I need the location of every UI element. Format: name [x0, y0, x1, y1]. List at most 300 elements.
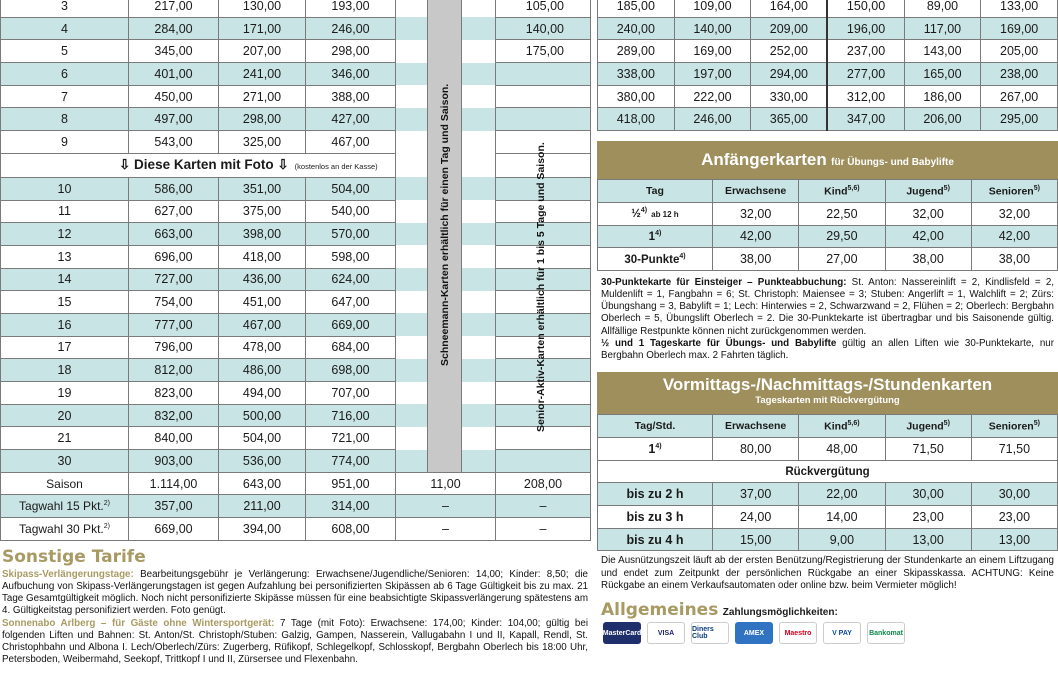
gray-bar-cell — [428, 63, 462, 86]
gray-bar-cell — [428, 40, 462, 63]
price-cell: 171,00 — [219, 17, 306, 40]
column-header: Jugend$^{5)}$ — [885, 415, 971, 438]
column-header: Kind$^{5,6)}$ — [799, 180, 885, 203]
vormittags-table — [597, 414, 1058, 551]
day-cell: 17 — [1, 336, 129, 359]
price-cell: 643,00 — [219, 472, 306, 495]
price-cell: 133,00 — [981, 0, 1058, 17]
price-cell: 23,00 — [885, 506, 971, 529]
price-cell: 536,00 — [219, 450, 306, 473]
spacer-cell — [396, 153, 428, 177]
price-cell: 486,00 — [219, 359, 306, 382]
price-cell: 89,00 — [904, 0, 981, 17]
price-cell: – — [396, 518, 496, 541]
tag-cell: 1$^{4)}$ — [598, 225, 713, 248]
price-cell: 38,00 — [713, 248, 799, 271]
column-header: Jugend$^{5)}$ — [885, 180, 971, 203]
price-cell: 169,00 — [981, 17, 1058, 40]
spacer-cell — [396, 17, 428, 40]
column-header: Kind$^{5,6)}$ — [799, 415, 885, 438]
table-row — [598, 40, 1058, 63]
table-row — [598, 506, 1058, 529]
price-cell: 774,00 — [306, 450, 396, 473]
price-cell: 669,00 — [306, 313, 396, 336]
table-row — [1, 313, 591, 336]
price-cell: 211,00 — [219, 495, 306, 518]
payment-card-bankomat-icon: Bankomat — [867, 622, 905, 644]
price-cell: 252,00 — [751, 40, 828, 63]
photo-note — [1, 153, 396, 177]
sonnenabo-label: Sonnenabo Arlberg – für Gäste ohne Wintersportgerät: — [2, 617, 275, 629]
price-cell: 716,00 — [306, 404, 396, 427]
spacer-cell — [462, 291, 496, 314]
spacer-cell — [396, 359, 428, 382]
spacer-cell — [396, 450, 428, 473]
price-cell: 240,00 — [598, 17, 675, 40]
price-cell: 109,00 — [674, 0, 751, 17]
day-cell: 20 — [1, 404, 129, 427]
price-cell: 289,00 — [598, 40, 675, 63]
footnote-marker: 5) — [943, 419, 950, 427]
gray-bar-cell — [428, 17, 462, 40]
column-header: Erwachsene — [713, 180, 799, 203]
price-cell: 30,00 — [971, 483, 1057, 506]
punktekarte-note-head: 30-Punktekarte für Einsteiger – Punkteabbuchung: — [601, 276, 847, 288]
price-cell: 140,00 — [674, 17, 751, 40]
footnote-marker: 5) — [1033, 419, 1040, 427]
payment-card-mastercard-icon: MasterCard — [603, 622, 641, 644]
price-cell — [496, 108, 591, 131]
spacer-cell — [462, 359, 496, 382]
spacer-cell — [396, 336, 428, 359]
price-cell: 9,00 — [799, 528, 885, 551]
table-row — [1, 0, 591, 17]
price-cell: 388,00 — [306, 85, 396, 108]
day-cell: 15 — [1, 291, 129, 314]
table-row — [1, 223, 591, 246]
day-cell: 5 — [1, 40, 129, 63]
price-cell: 32,00 — [713, 202, 799, 225]
verlaengerung-text: Bearbeitungsgebühr je Verlängerung: Erwachsene/Jugendliche/Senioren: 14,00; Kinder: 8,50; die Aufbuchung von Skipass-Verlängerungstagen ist gegen Aufzahlung bei personifizierten Skipässen ab 6 Tage Gültigkeit bis zu max. 21 Tage Gesamtgültigkeit möglich. Noch nicht personifizierte Skipässe müssen für eine beabsichtigte Skipassverlängerung spätestens am 4. Gültigkeitstag personifiziert werden. Foto genügt. — [2, 568, 588, 617]
photo-note-row — [1, 153, 591, 177]
price-cell: – — [396, 495, 496, 518]
price-cell: 570,00 — [306, 223, 396, 246]
price-cell: 346,00 — [306, 63, 396, 86]
day-cell: 21 — [1, 427, 129, 450]
price-cell: 504,00 — [306, 177, 396, 200]
price-cell: 105,00 — [496, 0, 591, 17]
price-cell: 13,00 — [971, 528, 1057, 551]
table-row — [598, 108, 1058, 131]
price-cell: 436,00 — [219, 268, 306, 291]
price-cell: 365,00 — [751, 108, 828, 131]
price-cell: 494,00 — [219, 382, 306, 405]
price-cell: 71,50 — [885, 437, 971, 460]
table-row — [1, 108, 591, 131]
table-row — [1, 268, 591, 291]
price-cell: 196,00 — [827, 17, 904, 40]
price-cell: 418,00 — [598, 108, 675, 131]
price-cell: 193,00 — [306, 0, 396, 17]
table-row — [598, 85, 1058, 108]
table-row — [1, 495, 591, 518]
table-row — [1, 427, 591, 450]
spacer-cell — [462, 450, 496, 473]
price-cell: 312,00 — [827, 85, 904, 108]
column-header: Tag — [598, 180, 713, 203]
price-cell: 777,00 — [129, 313, 219, 336]
column-header: Tag/Std. — [598, 415, 713, 438]
day-cell: 8 — [1, 108, 129, 131]
price-cell: 165,00 — [904, 63, 981, 86]
day-cell: 12 — [1, 223, 129, 246]
footnote-marker: 5,6) — [847, 184, 860, 192]
sonnenabo-note — [0, 618, 590, 667]
day-cell: 7 — [1, 85, 129, 108]
price-cell: 37,00 — [713, 483, 799, 506]
price-cell: 24,00 — [713, 506, 799, 529]
spacer-cell — [396, 223, 428, 246]
table-row — [1, 382, 591, 405]
price-cell: 246,00 — [674, 108, 751, 131]
day-cell: 19 — [1, 382, 129, 405]
table-row — [1, 200, 591, 223]
price-cell: 427,00 — [306, 108, 396, 131]
price-cell: 669,00 — [129, 518, 219, 541]
spacer-cell — [462, 177, 496, 200]
gray-bar-cell — [428, 382, 462, 405]
footnote-marker: 4) — [679, 252, 686, 260]
table-row — [1, 472, 591, 495]
spacer-cell — [396, 63, 428, 86]
tageskarte-note-body: gültig an allen Liften wie 30-Punktekarte, nur Bergbahn Oberlech max. 2 Fahrten täglich. — [601, 337, 1054, 362]
day-pass-price-table — [0, 0, 591, 541]
price-cell: 207,00 — [219, 40, 306, 63]
price-cell: 186,00 — [904, 85, 981, 108]
day-cell: 6 — [1, 63, 129, 86]
vormittags-title: Vormittags-/Nachmittags-/Stundenkarten — [662, 375, 993, 395]
footnote-marker: 4) — [640, 207, 648, 215]
price-cell: 451,00 — [219, 291, 306, 314]
price-cell: 169,00 — [674, 40, 751, 63]
spacer-cell — [462, 63, 496, 86]
sonstige-tarife-heading: Sonstige Tarife — [2, 546, 146, 567]
price-cell: 540,00 — [306, 200, 396, 223]
price-cell: 298,00 — [306, 40, 396, 63]
table-row — [598, 437, 1058, 460]
header-row — [598, 415, 1058, 438]
price-cell: 14,00 — [799, 506, 885, 529]
tag-cell: bis zu 4 h — [598, 528, 713, 551]
price-cell: 295,00 — [981, 108, 1058, 131]
price-cell: 314,00 — [306, 495, 396, 518]
price-cell: 345,00 — [129, 40, 219, 63]
price-cell: 330,00 — [751, 85, 828, 108]
price-cell: 30,00 — [885, 483, 971, 506]
footnote-marker: 2) — [103, 522, 110, 530]
sonnenabo-text: 7 Tage (mit Foto): Erwachsene: 174,00; Kinder: 104,00; gültig bei folgenden Liften und Bahnen: St. Anton/St. Christoph/Stuben: Galzig, Gampen, Nasserein, Vallugabahn I und II, Kapall, Rendl, St. Christophbahn und Albona I. Lech/Oberlech/Zürs: Zugerberg, Rüfikopf, Schlegelkopf, Schlosskopf, Bergbahn Oberlech bis 18:00 Uhr, Petersboden, Weibermahd, Seekopf, Trittkopf I und II, Zürsersee und Flexenbahn. — [2, 617, 588, 666]
day-cell: 4 — [1, 17, 129, 40]
spacer-cell — [396, 313, 428, 336]
spacer-cell — [396, 291, 428, 314]
price-cell: 150,00 — [827, 0, 904, 17]
price-cell: 294,00 — [751, 63, 828, 86]
price-cell: 271,00 — [219, 85, 306, 108]
spacer-cell — [462, 153, 496, 177]
price-cell: 357,00 — [129, 495, 219, 518]
table-row — [1, 450, 591, 473]
price-cell: 812,00 — [129, 359, 219, 382]
time-note: ab 12 h — [651, 210, 679, 220]
verlaengerung-label: Skipass-Verlängerungstage: — [2, 568, 134, 580]
table-row — [598, 63, 1058, 86]
price-cell: 380,00 — [598, 85, 675, 108]
price-cell: 15,00 — [713, 528, 799, 551]
day-cell: Saison — [1, 472, 129, 495]
gray-bar-cell — [428, 0, 462, 17]
price-cell — [496, 85, 591, 108]
day-cell: 10 — [1, 177, 129, 200]
price-cell: 143,00 — [904, 40, 981, 63]
price-cell: 394,00 — [219, 518, 306, 541]
day-cell: 9 — [1, 131, 129, 154]
spacer-cell — [462, 131, 496, 154]
gray-bar-cell — [428, 427, 462, 450]
spacer-cell — [396, 427, 428, 450]
day-cell: 3 — [1, 0, 129, 17]
allgemeines-heading: Allgemeines — [601, 600, 719, 621]
payment-card-maestro-icon: Maestro — [779, 622, 817, 644]
price-cell: 951,00 — [306, 472, 396, 495]
table-row — [598, 202, 1058, 225]
table-row — [1, 17, 591, 40]
price-cell: 246,00 — [306, 17, 396, 40]
stundenkarte-note: Die Ausnützungszeit läuft ab der ersten Benützung/Registrierung der Stundenkarte an einem Liftzugang und endet zum Zeitpunkt der persönlichen Rückgabe an einer Skipasskassa. ACHTUNG: Keine Rückgabe an einem Verkaufsautomaten oder online bzw. beim Vermieter möglich! — [601, 555, 1054, 591]
price-cell: 130,00 — [219, 0, 306, 17]
price-cell: 478,00 — [219, 336, 306, 359]
spacer-cell — [396, 200, 428, 223]
price-cell: 241,00 — [219, 63, 306, 86]
price-cell: 338,00 — [598, 63, 675, 86]
table-row — [1, 85, 591, 108]
spacer-cell — [462, 382, 496, 405]
spacer-cell — [396, 268, 428, 291]
spacer-cell — [462, 108, 496, 131]
price-cell: 504,00 — [219, 427, 306, 450]
tag-cell: 1$^{4)}$ — [598, 437, 713, 460]
photo-note-text: ⇩ Diese Karten mit Foto ⇩ — [119, 157, 289, 173]
price-cell: – — [496, 495, 591, 518]
price-cell: 325,00 — [219, 131, 306, 154]
price-cell: 450,00 — [129, 85, 219, 108]
price-cell: 237,00 — [827, 40, 904, 63]
price-cell: 140,00 — [496, 17, 591, 40]
header-row — [598, 180, 1058, 203]
price-cell: 684,00 — [306, 336, 396, 359]
price-cell: 117,00 — [904, 17, 981, 40]
footnote-marker: 4) — [655, 442, 662, 450]
price-cell: 185,00 — [598, 0, 675, 17]
spacer-cell — [462, 245, 496, 268]
senior-aktiv-vertical-note: Senior-Aktiv-Karten erhältlich für 1 bis 5 Tage und Saison. — [535, 142, 547, 432]
price-cell: 707,00 — [306, 382, 396, 405]
price-cell: 22,00 — [799, 483, 885, 506]
price-cell: 38,00 — [885, 248, 971, 271]
anfaengerkarten-title: Anfängerkarten — [701, 150, 827, 170]
spacer-cell — [462, 404, 496, 427]
price-cell: 11,00 — [396, 472, 496, 495]
day-cell: Tagwahl 15 Pkt.$^{2)}$ — [1, 495, 129, 518]
price-cell: 698,00 — [306, 359, 396, 382]
tag-cell: 30-Punkte$^{4)}$ — [598, 248, 713, 271]
table-row — [1, 336, 591, 359]
table-row — [1, 131, 591, 154]
price-cell: 29,50 — [799, 225, 885, 248]
rueckverguetung-row — [598, 460, 1058, 483]
day-cell: 30 — [1, 450, 129, 473]
tageskarte-note-head: ½ und 1 Tageskarte für Übungs- und Babylifte — [601, 337, 837, 349]
day-cell: 11 — [1, 200, 129, 223]
price-cell: 823,00 — [129, 382, 219, 405]
price-cell: 627,00 — [129, 200, 219, 223]
tag-cell: bis zu 3 h — [598, 506, 713, 529]
price-cell: 696,00 — [129, 245, 219, 268]
top-right-price-table — [597, 0, 1058, 131]
table-row — [1, 404, 591, 427]
price-cell: 832,00 — [129, 404, 219, 427]
footnote-marker: 5) — [943, 184, 950, 192]
price-cell: 13,00 — [885, 528, 971, 551]
table-row — [598, 0, 1058, 17]
punktekarte-note — [597, 277, 1058, 362]
day-cell: 14 — [1, 268, 129, 291]
price-cell: 500,00 — [219, 404, 306, 427]
spacer-cell — [462, 17, 496, 40]
table-row — [598, 17, 1058, 40]
photo-note-small: (kostenlos an der Kasse) — [294, 162, 378, 172]
price-cell: 663,00 — [129, 223, 219, 246]
price-cell: 42,00 — [885, 225, 971, 248]
price-cell: 197,00 — [674, 63, 751, 86]
spacer-cell — [396, 108, 428, 131]
price-cell: 42,00 — [713, 225, 799, 248]
table-row — [1, 518, 591, 541]
spacer-cell — [462, 427, 496, 450]
anfaengerkarten-heading — [597, 141, 1058, 179]
price-cell: 351,00 — [219, 177, 306, 200]
price-cell: 727,00 — [129, 268, 219, 291]
price-cell: 222,00 — [674, 85, 751, 108]
price-cell: 467,00 — [306, 131, 396, 154]
price-cell: 754,00 — [129, 291, 219, 314]
table-row — [1, 177, 591, 200]
price-cell: – — [496, 518, 591, 541]
spacer-cell — [396, 245, 428, 268]
table-row — [598, 528, 1058, 551]
rueckverguetung-label: Rückvergütung — [598, 460, 1058, 483]
spacer-cell — [396, 131, 428, 154]
price-cell: 418,00 — [219, 245, 306, 268]
price-cell: 586,00 — [129, 177, 219, 200]
price-cell: 543,00 — [129, 131, 219, 154]
payment-cards — [597, 622, 1058, 644]
price-cell: 206,00 — [904, 108, 981, 131]
price-cell: 277,00 — [827, 63, 904, 86]
price-cell — [496, 63, 591, 86]
price-cell: 497,00 — [129, 108, 219, 131]
spacer-cell — [462, 313, 496, 336]
vormittags-subtitle: Tageskarten mit Rückvergütung — [755, 395, 900, 407]
price-cell: 205,00 — [981, 40, 1058, 63]
spacer-cell — [396, 85, 428, 108]
price-cell: 42,00 — [971, 225, 1057, 248]
day-cell: 13 — [1, 245, 129, 268]
day-cell: 18 — [1, 359, 129, 382]
allgemeines-section — [597, 600, 1058, 644]
price-cell: 23,00 — [971, 506, 1057, 529]
price-cell: 298,00 — [219, 108, 306, 131]
price-cell: 22,50 — [799, 202, 885, 225]
price-cell: 71,50 — [971, 437, 1057, 460]
gray-bar-cell — [428, 450, 462, 473]
column-header: Senioren$^{5)}$ — [971, 415, 1057, 438]
zahlungsmoeglichkeiten-label: Zahlungsmöglichkeiten: — [722, 607, 838, 619]
anfaengerkarten-table — [597, 179, 1058, 271]
payment-card-v-pay-icon: V PAY — [823, 622, 861, 644]
table-row — [598, 483, 1058, 506]
table-row — [1, 359, 591, 382]
price-cell: 209,00 — [751, 17, 828, 40]
right-column — [597, 0, 1058, 644]
table-row — [1, 245, 591, 268]
spacer-cell — [462, 336, 496, 359]
price-cell: 608,00 — [306, 518, 396, 541]
spacer-cell — [462, 268, 496, 291]
price-cell: 208,00 — [496, 472, 591, 495]
footnote-marker: 5) — [1033, 184, 1040, 192]
vormittags-heading — [597, 372, 1058, 414]
anfaengerkarten-subtitle: für Übungs- und Babylifte — [831, 157, 954, 169]
price-cell: 796,00 — [129, 336, 219, 359]
price-cell: 375,00 — [219, 200, 306, 223]
spacer-cell — [462, 200, 496, 223]
price-cell: 267,00 — [981, 85, 1058, 108]
price-cell: 721,00 — [306, 427, 396, 450]
price-cell: 32,00 — [885, 202, 971, 225]
tag-cell: ½$^{4)}$ ab 12 h — [598, 202, 713, 225]
spacer-cell — [396, 382, 428, 405]
price-cell: 27,00 — [799, 248, 885, 271]
payment-card-diners-club-icon: Diners Club — [691, 622, 729, 644]
price-cell: 903,00 — [129, 450, 219, 473]
price-cell: 38,00 — [971, 248, 1057, 271]
footnote-marker: 5,6) — [847, 419, 860, 427]
day-cell: Tagwahl 30 Pkt.$^{2)}$ — [1, 518, 129, 541]
payment-card-visa-icon: VISA — [647, 622, 685, 644]
price-cell: 175,00 — [496, 40, 591, 63]
table-row — [1, 40, 591, 63]
price-cell: 401,00 — [129, 63, 219, 86]
spacer-cell — [462, 0, 496, 17]
price-cell: 32,00 — [971, 202, 1057, 225]
spacer-cell — [396, 177, 428, 200]
price-cell: 347,00 — [827, 108, 904, 131]
gray-bar-cell — [428, 404, 462, 427]
price-cell: 217,00 — [129, 0, 219, 17]
spacer-cell — [396, 40, 428, 63]
price-cell: 164,00 — [751, 0, 828, 17]
price-cell: 840,00 — [129, 427, 219, 450]
